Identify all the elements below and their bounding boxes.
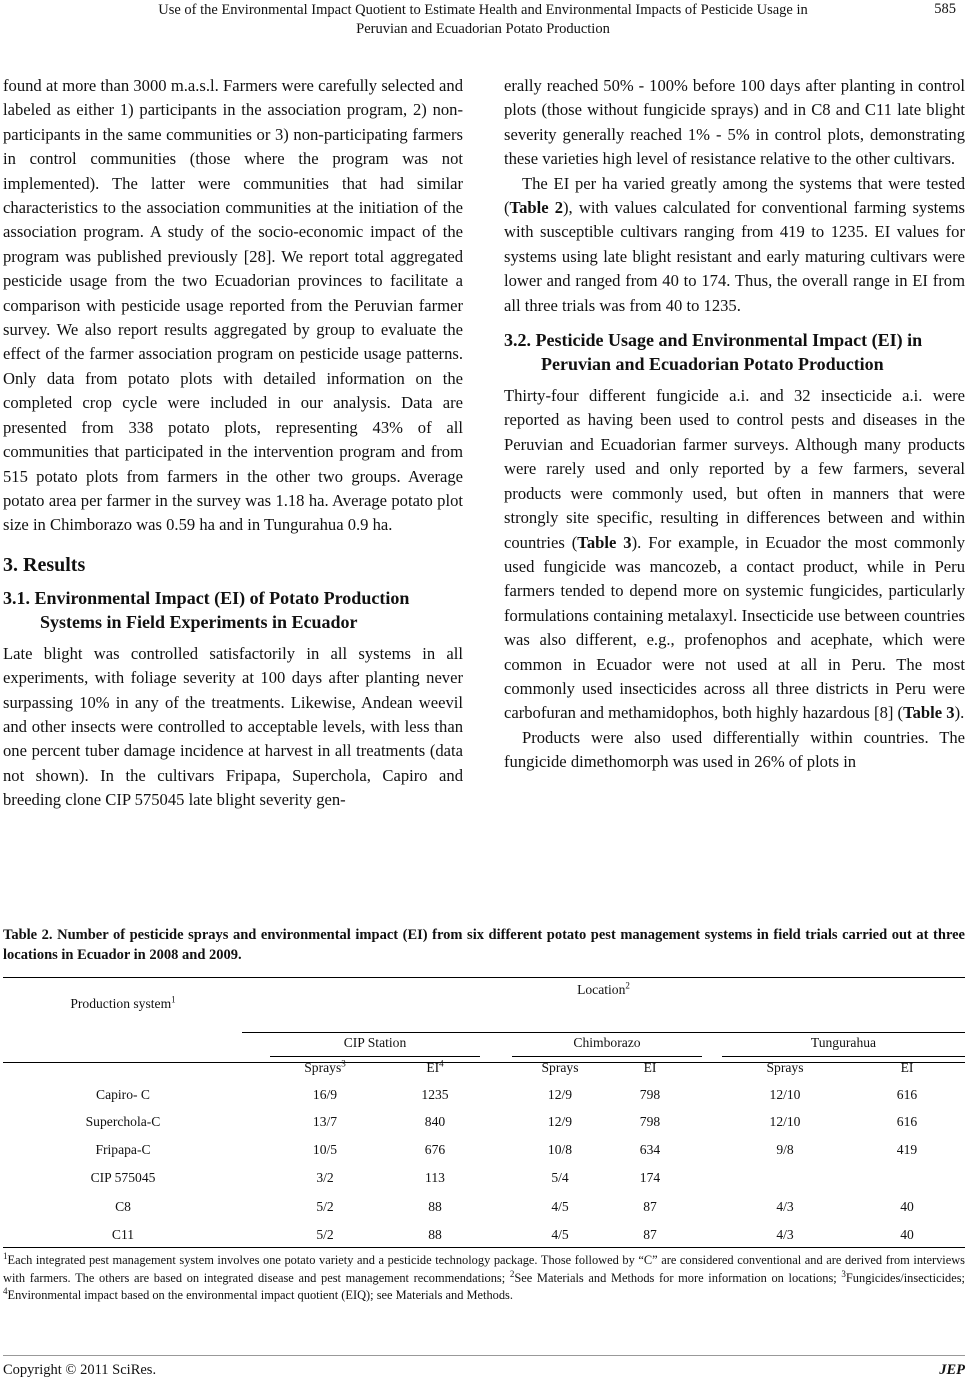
page-footer	[3, 1362, 965, 1379]
location-header-text: Location	[577, 982, 626, 997]
table-cell: 4/3	[776, 1227, 794, 1242]
text-span: ).	[954, 703, 965, 723]
table-cell: 419	[896, 1142, 918, 1157]
table-cell: 12/9	[547, 1087, 573, 1102]
right-column	[504, 74, 965, 775]
paragraph	[504, 172, 965, 318]
table-footnotes	[3, 1252, 965, 1305]
table-row-label: Superchola-C	[85, 1114, 161, 1129]
running-title-line1: Use of the Environmental Impact Quotient to Estimate Health and Environmental Impacts of Pesticide Usage in	[158, 2, 808, 18]
ei-header: EI	[900, 1060, 914, 1075]
table-cell: 12/10	[769, 1114, 801, 1129]
site-rule-tungurahua	[722, 1056, 965, 1057]
table-cell: 634	[639, 1142, 661, 1157]
table-cell: 88	[428, 1199, 442, 1214]
table-cell: 5/2	[316, 1227, 334, 1242]
table-row-label: C8	[115, 1199, 131, 1214]
table-cell: 4/5	[551, 1227, 569, 1242]
footer-rule	[3, 1355, 965, 1356]
table-cell: 4/3	[776, 1199, 794, 1214]
sprays-header: Sprays	[541, 1060, 579, 1075]
site-rule-cip	[270, 1056, 480, 1057]
paragraph	[504, 384, 965, 726]
copyright-notice: Copyright © 2011 SciRes.	[3, 1362, 157, 1378]
table-row-label: Capiro- C	[96, 1087, 150, 1102]
table-cell: 5/2	[316, 1199, 334, 1214]
running-title	[60, 1, 906, 39]
superscript: 3	[841, 1268, 846, 1279]
text-span: ). For example, in Ecuador the most commonly used fungicide was mancozeb, a contact product, while in Peru farmers tended to depend more on systemic fungicides, particularly formulations containing metalaxyl. Insecticide use between countries was also different, e.g., profenophos and acephate, which were common in Ecuador were not used at all in Peru. The most commonly used insecticides across all three districts in Peru were carbofuran and methamidophos, both highly hazardous [8] (	[504, 532, 965, 723]
location-header	[242, 982, 965, 998]
table-cell: 9/8	[776, 1142, 794, 1157]
text-span: Thirty-four different fungicide a.i. and 32 insecticide a.i. were reported as having been used to control pests and diseases in the Peruvian and Ecuadorian farmer surveys. Although many products were rarely used and only reported by a few farmers, several products were commonly used, but often in manners that were strongly site specific, resulting in differences between and within countries (	[504, 386, 965, 552]
table-cell: 87	[643, 1227, 657, 1242]
sprays-label: Sprays	[304, 1060, 342, 1075]
superscript: 2	[509, 1268, 515, 1279]
paragraph: Products were also used differentially within countries. The fungicide dimethomorph was used in 26% of plots in	[504, 727, 965, 772]
superscript: 1	[3, 1250, 8, 1261]
footnote-2: See Materials and Methods for more information on locations;	[514, 1270, 837, 1285]
table-cell: 10/8	[547, 1142, 573, 1157]
ei-header: EI	[643, 1060, 657, 1075]
production-system-header	[3, 996, 243, 1012]
table-cell: 3/2	[316, 1170, 334, 1185]
table-cell: 40	[900, 1199, 914, 1214]
table-cell: 798	[639, 1114, 661, 1129]
page-number: 585	[934, 1, 956, 17]
production-header-text: Production system	[70, 996, 172, 1011]
footnote-4: Environmental impact based on the environmental impact quotient (EIQ); see Materials and Methods.	[7, 1288, 513, 1303]
ei-label: EI	[426, 1060, 440, 1075]
site-header-tungurahua: Tungurahua	[810, 1035, 877, 1050]
table-cell: 13/7	[312, 1114, 338, 1129]
footnote-3: Fungicides/insecticides;	[845, 1270, 965, 1285]
sprays-header	[290, 1060, 360, 1076]
table-cell: 10/5	[312, 1142, 338, 1157]
table-cell: 798	[639, 1087, 661, 1102]
superscript: 3	[341, 1058, 346, 1069]
table-row-label: C11	[111, 1227, 135, 1242]
table-top-rule	[3, 977, 965, 978]
site-rule-chimborazo	[512, 1056, 702, 1057]
table-cell: 88	[428, 1227, 442, 1242]
table-reference[interactable]: Table 3	[903, 703, 955, 723]
table-cell: 87	[643, 1199, 657, 1214]
ei-header	[400, 1060, 470, 1076]
table-cell: 676	[424, 1142, 446, 1157]
paragraph: Late blight was controlled satisfactorily in all systems in all experiments, with foliage severity at 100 days after planting never surpassing 10% in any of the treatments. Likewise, Andean weevil and other insects were controlled to acceptable levels, with less than one percent tuber damage incidence at harvest in all treatments (data not shown). In the cultivars Fripapa, Superchola, Capiro and breeding clone CIP 575045 late blight severity gen-	[3, 643, 463, 810]
table-cell: 840	[424, 1114, 446, 1129]
table-caption: Table 2. Number of pesticide sprays and environmental impact (EI) from six different potato pest management systems in field trials carried out at three locations in Ecuador in 2008 and 2009.	[3, 927, 965, 963]
table-cell: 40	[900, 1227, 914, 1242]
site-header-cip: CIP Station	[343, 1035, 407, 1050]
table-reference[interactable]: Table 2	[509, 198, 564, 218]
superscript: 1	[171, 994, 176, 1005]
table-row-label: Fripapa-C	[95, 1142, 151, 1157]
table-cell: 16/9	[312, 1087, 338, 1102]
footnote-1: Each integrated pest management system involves one potato variety and a pesticide technology package. Those followed by “C” are considered conventional and are derived from interviews with farmers. The others are based on integrated disease and pest management recommendations;	[3, 1253, 965, 1285]
text-span: ), with values calculated for conventional farming systems with susceptible cultivars ranging from 419 to 1235. EI values for systems using late blight resistant and early maturing cultivars were lower and ranged from 40 to 174. Thus, the overall range in EI from all three trials was from 40 to 1235.	[504, 198, 965, 315]
subsection-heading-3-2: 3.2. Pesticide Usage and Environmental Impact (EI) in Peruvian and Ecuadorian Potato Production	[504, 330, 923, 375]
location-rule	[242, 1032, 965, 1033]
table-cell: 12/9	[547, 1114, 573, 1129]
sprays-header: Sprays	[766, 1060, 804, 1075]
table-bottom-rule	[3, 1247, 965, 1248]
table-cell: 113	[425, 1170, 445, 1185]
table-cell: 12/10	[769, 1087, 801, 1102]
table-row-label: CIP 575045	[90, 1170, 156, 1185]
left-column	[3, 74, 463, 813]
paragraph: erally reached 50% - 100% before 100 days after planting in control plots (those without fungicide sprays) and in C8 and C11 late blight severity generally reached 1% - 5% in control plots, demonstrating these varieties high level of resistance relative to the other cultivars.	[504, 76, 965, 169]
running-header	[0, 0, 966, 44]
table-cell: 616	[896, 1087, 918, 1102]
journal-abbrev: JEP	[939, 1362, 965, 1378]
table-cell: 4/5	[551, 1199, 569, 1214]
table-cell: 5/4	[551, 1170, 569, 1185]
table-cell: 174	[639, 1170, 661, 1185]
text-span: The EI per ha varied greatly among the systems that were tested (	[504, 173, 965, 218]
paragraph: found at more than 3000 m.a.s.l. Farmers were carefully selected and labeled as either 1) participants in the association program, 2) non-participants in the same communities or 3) non-participating farmers in control communities (those where the program was not implemented). The latter were communities that had similar characteristics to the association communities at the initiation of the association program. A study of the socio-economic impact of the program was published previously [28]. We report total aggregated pesticide usage from the two Ecuadorian provinces to facilitate a comparison with pesticide usage reported from the Peruvian farmer survey. We also report results aggregated by group to evaluate the effect of the farmer association program on pesticide usage patterns. Only data from potato plots with detailed information on the completed crop cycle were included in our analysis. Data are presented from 338 potato plots, representing 43% of all communities that participated in the intervention program and from 515 potato plots from farmers in the other two groups. Average potato area per farmer in the survey was 1.18 ha. Average potato plot size in Chimborazo was 0.59 ha and in Tungurahua 0.9 ha.	[3, 76, 463, 535]
table-cell: 1235	[421, 1087, 449, 1102]
running-title-line2: Peruvian and Ecuadorian Potato Production	[356, 21, 610, 37]
subsection-heading-3-1: 3.1. Environmental Impact (EI) of Potato Production Systems in Field Experiments in Ecuador	[3, 587, 410, 632]
section-heading-results: 3. Results	[3, 553, 86, 576]
table-cell: 616	[896, 1114, 918, 1129]
superscript: 2	[625, 980, 630, 991]
superscript: 4	[439, 1058, 444, 1069]
superscript: 4	[3, 1286, 8, 1297]
table-reference[interactable]: Table 3	[577, 532, 632, 552]
site-header-chimborazo: Chimborazo	[573, 1035, 641, 1050]
